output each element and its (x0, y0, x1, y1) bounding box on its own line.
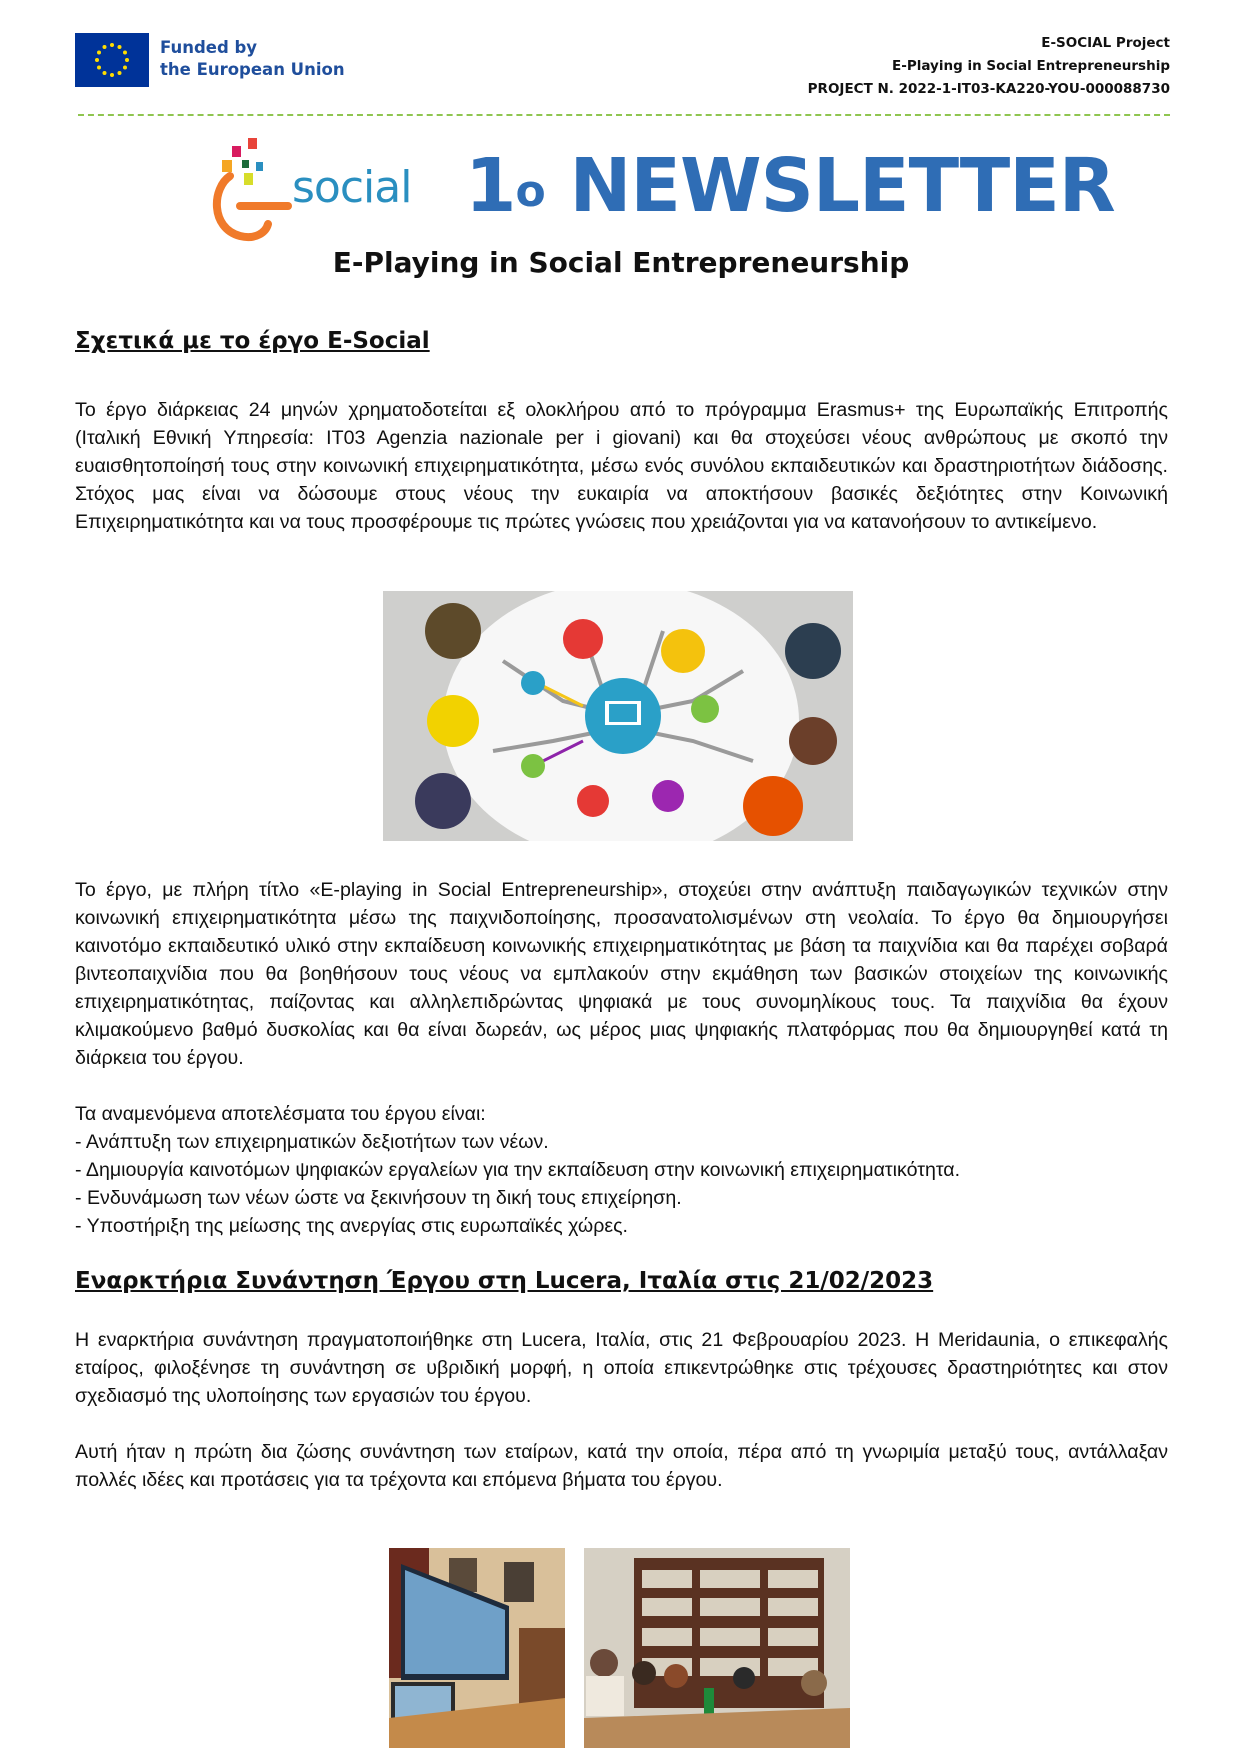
eu-star-icon (97, 66, 101, 70)
eu-star-icon (97, 51, 101, 55)
about-paragraph-2: Το έργο, με πλήρη τίτλο «E-playing in Social Entrepreneurship», στοχεύει στην ανάπτυξη παιδαγωγικών τεχνικών στην κοινωνική επιχειρηματικότητα μέσω της παιχνιδοποίησης, προσανατολισμένων στη νεολαία. Το έργο θα δημιουργήσει καινοτόμο εκπαιδευτικό υλικό στην εκπαίδευση κοινωνικής επιχειρηματικότητας με βάση τα παιχνίδια και θα παρέχει σοβαρά βιντεοπαιχνίδια που θα βοηθήσουν τους νέους να εμπλακούν στην εκμάθηση των βασικών στοιχείων της κοινωνικής επιχειρηματικότητας, παίζοντας και αλληλεπιδρώντας ψηφιακά με τους συνομηλίκους τους. Τα παιχνίδια θα έχουν κλιμακούμενο βαθμό δυσκολίας και θα είναι δωρεάν, ως μέρος μιας ψηφιακής πλατφόρμας που θα δημιουργηθεί κατά τη διάρκεια του έργου. (75, 879, 1168, 1069)
eu-star-icon (110, 73, 114, 77)
eu-star-icon (103, 45, 107, 49)
kickoff-paragraph-1: Η εναρκτήρια συνάντηση πραγματοποιήθηκε στη Lucera, Ιταλία, στις 21 Φεβρουαρίου 2023. Η Meridaunia, ο επικεφαλής εταίρος, φιλοξένησε τη συνάντηση σε υβριδική μορφή, η οποία επικεντρώθηκε στις τρέχουσες δραστηριότητες και στον σχεδιασμό της υλοποίησης των εργασιών του έργου. (75, 1329, 1168, 1407)
collaboration-illustration (383, 591, 853, 841)
eu-star-icon (95, 58, 99, 62)
eu-star-icon (125, 58, 129, 62)
project-subtitle: E-Playing in Social Entrepreneurship (892, 58, 1170, 74)
project-number: PROJECT N. 2022-1-IT03-KA220-YOU-000088730 (807, 81, 1170, 97)
newsletter-title (465, 140, 1115, 232)
result-item: - Υποστήριξη της μείωσης της ανεργίας στις ευρωπαϊκές χώρες. (75, 1215, 628, 1237)
funding-line-2: the European Union (160, 60, 345, 79)
eu-stars-icon (75, 33, 149, 87)
issue-superscript: o (515, 166, 545, 217)
funding-line-1: Funded by (160, 38, 258, 57)
team-technology-image-icon (383, 591, 853, 841)
header-divider (78, 114, 1170, 116)
logo-wordmark: social (292, 162, 412, 213)
result-item: - Ενδυνάμωση των νέων ώστε να ξεκινήσουν τη δική τους επιχείρηση. (75, 1187, 682, 1209)
results-intro: Τα αναμενόμενα αποτελέσματα του έργου είναι: (75, 1103, 486, 1125)
result-item: - Δημιουργία καινοτόμων ψηφιακών εργαλείων για την εκπαίδευση στην κοινωνική επιχειρηματικότητα. (75, 1159, 961, 1181)
eu-star-icon (103, 71, 107, 75)
project-info (808, 32, 1170, 101)
meeting-photo-partners (584, 1548, 850, 1748)
expected-results (75, 1100, 960, 1240)
eu-star-icon (123, 51, 127, 55)
eu-star-icon (110, 43, 114, 47)
newsletter-subtitle: E-Playing in Social Entrepreneurship (332, 246, 910, 279)
meeting-photo-videocall (389, 1548, 565, 1748)
newsletter-word: NEWSLETTER (569, 143, 1115, 229)
issue-number: 1 (465, 143, 516, 229)
eu-flag-logo (75, 33, 149, 87)
videocall-photo-icon (389, 1548, 565, 1748)
result-item: - Ανάπτυξη των επιχειρηματικών δεξιοτήτων των νέων. (75, 1131, 549, 1153)
kickoff-paragraph-2: Αυτή ήταν η πρώτη δια ζώσης συνάντηση των εταίρων, κατά την οποία, πέρα από τη γνωριμία μεταξύ τους, αντάλλαξαν πολλές ιδέες και προτάσεις για τα τρέχοντα και επόμενα βήματα του έργου. (75, 1441, 1168, 1491)
funding-label (160, 37, 345, 81)
eu-star-icon (118, 71, 122, 75)
section-heading-about: Σχετικά με το έργο E-Social (75, 328, 430, 354)
about-paragraph-1: Το έργο διάρκειας 24 μηνών χρηματοδοτείται εξ ολοκλήρου από το πρόγραμμα Erasmus+ της Ευρωπαϊκής Επιτροπής (Ιταλική Εθνική Υπηρεσία: IT03 Agenzia nazionale per i giovani) και θα στοχεύσει νέους ανθρώπους με σκοπό την ευαισθητοποίησή τους στην κοινωνική επιχειρηματικότητα, μέσω ενός συνόλου εκπαιδευτικών και δραστηριοτήτων διάδοσης. Στόχος μας είναι να δώσουμε στους νέους την ευκαιρία να αποκτήσουν βασικές δεξιότητες στην Κοινωνική Επιχειρηματικότητα και να τους προσφέρουμε τις πρώτες γνώσεις που χρειάζονται για να κατανοήσουν το αντικείμενο. (75, 399, 1168, 533)
project-name: E-SOCIAL Project (1041, 35, 1170, 51)
eu-star-icon (118, 45, 122, 49)
eu-star-icon (123, 66, 127, 70)
section-heading-kickoff: Εναρκτήρια Συνάντηση Έργου στη Lucera, Ιταλία στις 21/02/2023 (75, 1268, 934, 1294)
partners-meeting-photo-icon (584, 1548, 850, 1748)
